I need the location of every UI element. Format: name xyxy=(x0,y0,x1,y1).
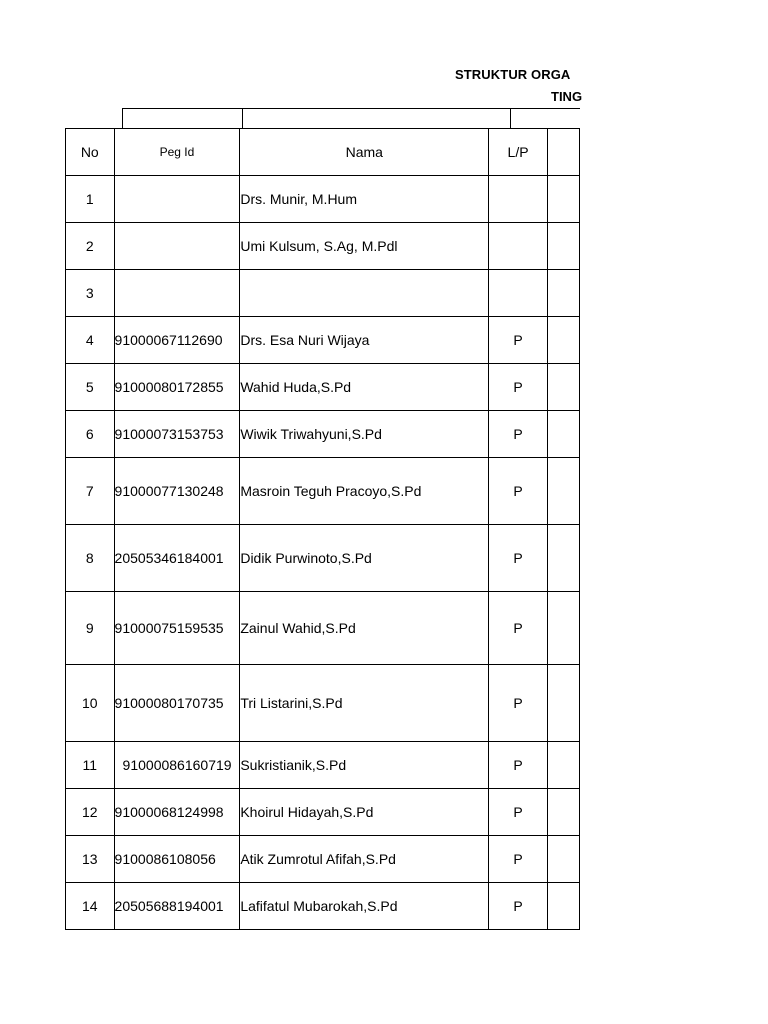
table-row xyxy=(66,176,580,223)
cell-no: 1 xyxy=(66,176,115,223)
cell-nama: Wiwik Triwahyuni,S.Pd xyxy=(240,411,489,458)
col-header-peg-id: Peg Id xyxy=(114,129,240,176)
cell-extra xyxy=(547,176,579,223)
table-row xyxy=(66,364,580,411)
table-row xyxy=(66,789,580,836)
cell-extra xyxy=(547,364,579,411)
cell-extra xyxy=(547,525,579,592)
cell-peg-id: 91000073153753 xyxy=(114,411,240,458)
cell-nama: Didik Purwinoto,S.Pd xyxy=(240,525,489,592)
table-row xyxy=(66,411,580,458)
table-header-row xyxy=(66,129,580,176)
cell-nama: Sukristianik,S.Pd xyxy=(240,742,489,789)
col-header-nama: Nama xyxy=(240,129,489,176)
cell-lp xyxy=(489,270,548,317)
cell-no: 8 xyxy=(66,525,115,592)
header-strip-cell xyxy=(510,108,580,129)
cell-peg-id xyxy=(114,176,240,223)
table-row xyxy=(66,742,580,789)
cell-lp: P xyxy=(489,665,548,742)
cell-extra xyxy=(547,317,579,364)
cell-peg-id: 91000086160719 xyxy=(114,742,240,789)
cell-extra xyxy=(547,836,579,883)
cell-no: 6 xyxy=(66,411,115,458)
cell-lp: P xyxy=(489,789,548,836)
header-strip-cell xyxy=(122,108,243,129)
col-header-no: No xyxy=(66,129,115,176)
table-row xyxy=(66,592,580,665)
cell-extra xyxy=(547,458,579,525)
cell-no: 3 xyxy=(66,270,115,317)
cell-peg-id: 9100086108056 xyxy=(114,836,240,883)
col-header-lp: L/P xyxy=(489,129,548,176)
cell-nama: Umi Kulsum, S.Ag, M.Pdl xyxy=(240,223,489,270)
cell-no: 7 xyxy=(66,458,115,525)
cell-peg-id: 20505688194001 xyxy=(114,883,240,930)
cell-no: 11 xyxy=(66,742,115,789)
cell-no: 2 xyxy=(66,223,115,270)
cell-nama xyxy=(240,270,489,317)
table-row xyxy=(66,270,580,317)
table-row xyxy=(66,223,580,270)
cell-extra xyxy=(547,742,579,789)
cell-lp: P xyxy=(489,742,548,789)
table-row xyxy=(66,458,580,525)
cell-extra xyxy=(547,789,579,836)
table-row xyxy=(66,525,580,592)
cell-peg-id: 91000067112690 xyxy=(114,317,240,364)
cell-extra xyxy=(547,592,579,665)
cell-extra xyxy=(547,883,579,930)
cell-lp: P xyxy=(489,592,548,665)
staff-table xyxy=(65,128,580,930)
cell-extra xyxy=(547,270,579,317)
cell-lp: P xyxy=(489,458,548,525)
cell-nama: Drs. Esa Nuri Wijaya xyxy=(240,317,489,364)
cell-lp: P xyxy=(489,364,548,411)
cell-peg-id: 91000080170735 xyxy=(114,665,240,742)
cell-peg-id xyxy=(114,223,240,270)
cell-lp: P xyxy=(489,883,548,930)
cell-lp xyxy=(489,176,548,223)
cell-lp xyxy=(489,223,548,270)
cell-lp: P xyxy=(489,411,548,458)
cell-lp: P xyxy=(489,836,548,883)
cell-lp: P xyxy=(489,525,548,592)
table-row xyxy=(66,836,580,883)
cell-no: 5 xyxy=(66,364,115,411)
cell-extra xyxy=(547,665,579,742)
document-title: STRUKTUR ORGA xyxy=(455,67,571,82)
cell-peg-id: 91000068124998 xyxy=(114,789,240,836)
table-row xyxy=(66,665,580,742)
cell-peg-id: 91000077130248 xyxy=(114,458,240,525)
cell-no: 14 xyxy=(66,883,115,930)
cell-no: 12 xyxy=(66,789,115,836)
cell-nama: Tri Listarini,S.Pd xyxy=(240,665,489,742)
cell-no: 10 xyxy=(66,665,115,742)
table-row xyxy=(66,317,580,364)
cell-peg-id: 91000075159535 xyxy=(114,592,240,665)
cell-peg-id xyxy=(114,270,240,317)
cell-nama: Masroin Teguh Pracoyo,S.Pd xyxy=(240,458,489,525)
cell-extra xyxy=(547,223,579,270)
cell-nama: Drs. Munir, M.Hum xyxy=(240,176,489,223)
cell-no: 9 xyxy=(66,592,115,665)
cell-peg-id: 20505346184001 xyxy=(114,525,240,592)
cell-lp: P xyxy=(489,317,548,364)
cell-nama: Lafifatul Mubarokah,S.Pd xyxy=(240,883,489,930)
cell-peg-id: 91000080172855 xyxy=(114,364,240,411)
cell-nama: Khoirul Hidayah,S.Pd xyxy=(240,789,489,836)
cell-extra xyxy=(547,411,579,458)
header-strip-cell xyxy=(242,108,511,129)
cell-no: 13 xyxy=(66,836,115,883)
cell-nama: Zainul Wahid,S.Pd xyxy=(240,592,489,665)
cell-no: 4 xyxy=(66,317,115,364)
table-row xyxy=(66,883,580,930)
cell-nama: Atik Zumrotul Afifah,S.Pd xyxy=(240,836,489,883)
col-header-extra xyxy=(547,129,579,176)
document-subtitle: TING xyxy=(551,89,583,104)
cell-nama: Wahid Huda,S.Pd xyxy=(240,364,489,411)
